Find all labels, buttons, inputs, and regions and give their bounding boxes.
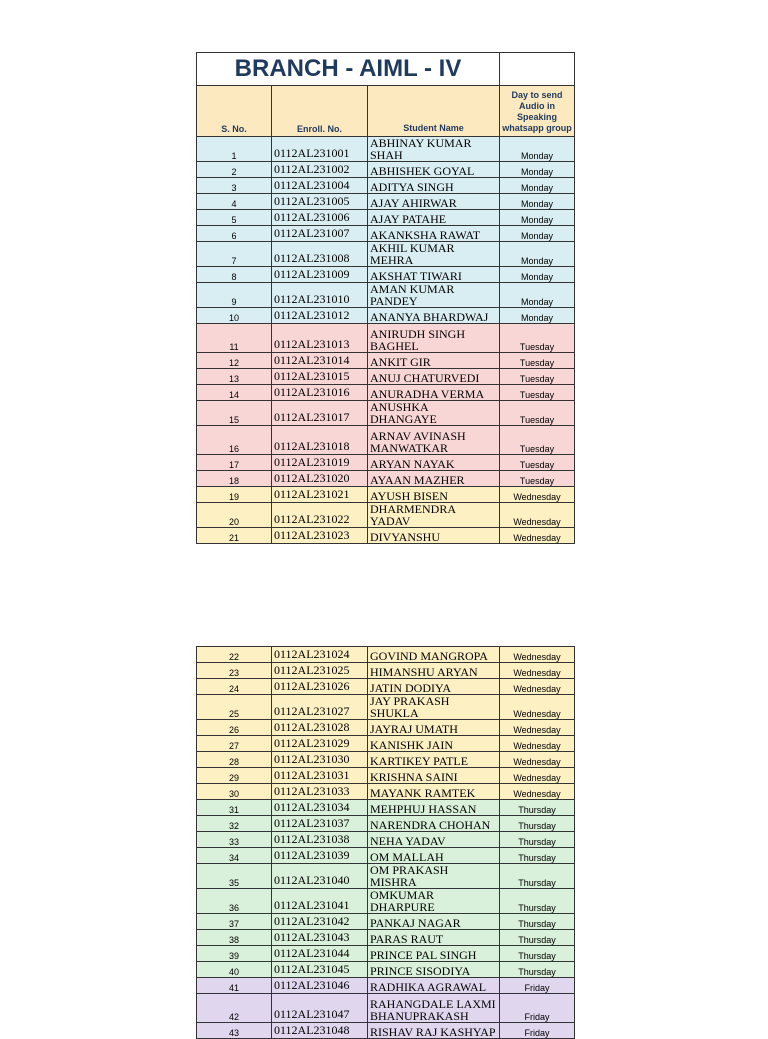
row-name: PARAS RAUT [368,930,500,946]
table-row [197,369,575,385]
row-name: KRISHNA SAINI [368,768,500,784]
row-day: Friday [500,994,575,1023]
row-name: JAY PRAKASH SHUKLA [368,695,500,720]
row-day: Thursday [500,800,575,816]
row-enroll: 0112AL231030 [272,752,368,768]
table-row [197,889,575,914]
row-day: Tuesday [500,455,575,471]
row-enroll: 0112AL231016 [272,385,368,401]
row-sno: 38 [197,930,272,946]
row-sno: 22 [197,647,272,663]
row-sno: 42 [197,994,272,1023]
table-row [197,308,575,324]
row-sno: 35 [197,864,272,889]
header-sno: S. No. [197,86,272,137]
row-enroll: 0112AL231020 [272,471,368,487]
row-sno: 40 [197,962,272,978]
row-name: PRINCE SISODIYA [368,962,500,978]
row-name: ABHINAY KUMAR SHAH [368,137,500,162]
row-name: ANANYA BHARDWAJ [368,308,500,324]
row-name: RISHAV RAJ KASHYAP [368,1023,500,1039]
row-day: Wednesday [500,647,575,663]
table-row [197,930,575,946]
row-enroll: 0112AL231018 [272,426,368,455]
row-sno: 30 [197,784,272,800]
row-day: Friday [500,978,575,994]
row-day: Wednesday [500,663,575,679]
row-name: ANUSHKA DHANGAYE [368,401,500,426]
title-row [197,53,575,86]
row-enroll: 0112AL231033 [272,784,368,800]
row-enroll: 0112AL231009 [272,267,368,283]
row-enroll: 0112AL231024 [272,647,368,663]
row-enroll: 0112AL231013 [272,324,368,353]
row-name: DIVYANSHU [368,528,500,544]
row-enroll: 0112AL231038 [272,832,368,848]
row-sno: 10 [197,308,272,324]
row-enroll: 0112AL231005 [272,194,368,210]
row-day: Monday [500,308,575,324]
row-day: Wednesday [500,528,575,544]
row-sno: 1 [197,137,272,162]
table-row [197,736,575,752]
row-sno: 18 [197,471,272,487]
row-name: PRINCE PAL SINGH [368,946,500,962]
row-day: Tuesday [500,385,575,401]
row-day: Tuesday [500,353,575,369]
branch-title: BRANCH - AIML - IV [197,53,500,86]
row-sno: 9 [197,283,272,308]
table-row [197,784,575,800]
row-day: Tuesday [500,324,575,353]
student-table-page-2 [196,646,575,1039]
row-sno: 20 [197,503,272,528]
row-sno: 29 [197,768,272,784]
row-name: MAYANK RAMTEK [368,784,500,800]
row-sno: 11 [197,324,272,353]
row-enroll: 0112AL231014 [272,353,368,369]
row-name: OM PRAKASH MISHRA [368,864,500,889]
row-sno: 15 [197,401,272,426]
table-row [197,1023,575,1039]
row-enroll: 0112AL231046 [272,978,368,994]
table-row [197,962,575,978]
row-name: RAHANGDALE LAXMI BHANUPRAKASH [368,994,500,1023]
table-row [197,487,575,503]
row-sno: 23 [197,663,272,679]
row-name: KANISHK JAIN [368,736,500,752]
row-name: AKANKSHA RAWAT [368,226,500,242]
table-row [197,226,575,242]
row-enroll: 0112AL231010 [272,283,368,308]
row-day: Wednesday [500,503,575,528]
row-sno: 26 [197,720,272,736]
row-day: Monday [500,178,575,194]
row-sno: 17 [197,455,272,471]
table-row [197,816,575,832]
row-day: Wednesday [500,752,575,768]
row-sno: 16 [197,426,272,455]
row-enroll: 0112AL231041 [272,889,368,914]
table-row [197,914,575,930]
row-name: AKSHAT TIWARI [368,267,500,283]
row-sno: 3 [197,178,272,194]
row-name: ANURADHA VERMA [368,385,500,401]
row-sno: 31 [197,800,272,816]
row-enroll: 0112AL231007 [272,226,368,242]
row-day: Thursday [500,816,575,832]
table-row [197,679,575,695]
row-sno: 7 [197,242,272,267]
row-day: Monday [500,162,575,178]
row-name: DHARMENDRA YADAV [368,503,500,528]
header-day: Day to send Audio in Speaking whatsapp group [500,86,575,137]
row-enroll: 0112AL231043 [272,930,368,946]
row-day: Tuesday [500,471,575,487]
table-row [197,178,575,194]
row-enroll: 0112AL231004 [272,178,368,194]
table-row [197,162,575,178]
header-row [197,86,575,137]
row-sno: 19 [197,487,272,503]
row-sno: 14 [197,385,272,401]
table-row [197,994,575,1023]
row-sno: 2 [197,162,272,178]
row-name: OM MALLAH [368,848,500,864]
row-name: ADITYA SINGH [368,178,500,194]
row-day: Friday [500,1023,575,1039]
row-name: AJAY PATAHE [368,210,500,226]
row-enroll: 0112AL231034 [272,800,368,816]
row-enroll: 0112AL231017 [272,401,368,426]
table-row [197,768,575,784]
row-enroll: 0112AL231023 [272,528,368,544]
row-day: Thursday [500,832,575,848]
row-name: NEHA YADAV [368,832,500,848]
row-name: ABHISHEK GOYAL [368,162,500,178]
row-day: Monday [500,267,575,283]
row-enroll: 0112AL231048 [272,1023,368,1039]
row-name: AYAAN MAZHER [368,471,500,487]
row-day: Thursday [500,889,575,914]
row-day: Monday [500,194,575,210]
row-day: Wednesday [500,736,575,752]
row-day: Wednesday [500,679,575,695]
row-name: MEHPHUJ HASSAN [368,800,500,816]
table-row [197,503,575,528]
row-day: Tuesday [500,426,575,455]
row-name: ANKIT GIR [368,353,500,369]
row-sno: 21 [197,528,272,544]
row-enroll: 0112AL231047 [272,994,368,1023]
row-name: JATIN DODIYA [368,679,500,695]
table-row [197,242,575,267]
row-day: Monday [500,283,575,308]
row-name: AKHIL KUMAR MEHRA [368,242,500,267]
row-day: Wednesday [500,487,575,503]
table-row [197,353,575,369]
row-sno: 37 [197,914,272,930]
row-enroll: 0112AL231012 [272,308,368,324]
row-enroll: 0112AL231019 [272,455,368,471]
table-row [197,752,575,768]
table-row [197,848,575,864]
student-table-page-1 [196,52,575,544]
table-row [197,832,575,848]
row-enroll: 0112AL231037 [272,816,368,832]
row-enroll: 0112AL231006 [272,210,368,226]
row-sno: 43 [197,1023,272,1039]
row-sno: 4 [197,194,272,210]
table-row [197,283,575,308]
row-sno: 25 [197,695,272,720]
row-name: OMKUMAR DHARPURE [368,889,500,914]
title-empty-cell [500,53,575,86]
row-day: Wednesday [500,784,575,800]
table-row [197,864,575,889]
row-enroll: 0112AL231045 [272,962,368,978]
row-day: Thursday [500,848,575,864]
table-row [197,455,575,471]
row-enroll: 0112AL231022 [272,503,368,528]
row-sno: 24 [197,679,272,695]
row-sno: 32 [197,816,272,832]
row-sno: 28 [197,752,272,768]
row-enroll: 0112AL231026 [272,679,368,695]
table-row [197,978,575,994]
table-row [197,695,575,720]
row-day: Monday [500,226,575,242]
row-name: AJAY AHIRWAR [368,194,500,210]
table-row [197,194,575,210]
row-enroll: 0112AL231015 [272,369,368,385]
row-sno: 12 [197,353,272,369]
row-sno: 13 [197,369,272,385]
row-day: Wednesday [500,695,575,720]
row-enroll: 0112AL231029 [272,736,368,752]
header-name: Student Name [368,86,500,137]
table-row [197,426,575,455]
table-row [197,324,575,353]
table-row [197,401,575,426]
row-enroll: 0112AL231042 [272,914,368,930]
row-day: Thursday [500,930,575,946]
row-sno: 5 [197,210,272,226]
header-enroll: Enroll. No. [272,86,368,137]
row-name: ANUJ CHATURVEDI [368,369,500,385]
table-row [197,647,575,663]
row-sno: 6 [197,226,272,242]
row-day: Thursday [500,962,575,978]
row-name: KARTIKEY PATLE [368,752,500,768]
row-enroll: 0112AL231044 [272,946,368,962]
row-name: AMAN KUMAR PANDEY [368,283,500,308]
row-sno: 39 [197,946,272,962]
row-sno: 27 [197,736,272,752]
row-sno: 36 [197,889,272,914]
row-enroll: 0112AL231008 [272,242,368,267]
row-day: Thursday [500,914,575,930]
row-name: ARYAN NAYAK [368,455,500,471]
row-name: HIMANSHU ARYAN [368,663,500,679]
row-enroll: 0112AL231040 [272,864,368,889]
row-enroll: 0112AL231025 [272,663,368,679]
row-day: Thursday [500,946,575,962]
table-row [197,385,575,401]
row-enroll: 0112AL231027 [272,695,368,720]
table-row [197,528,575,544]
table-row [197,210,575,226]
row-day: Monday [500,210,575,226]
table-row [197,663,575,679]
row-name: JAYRAJ UMATH [368,720,500,736]
table-row [197,267,575,283]
row-name: AYUSH BISEN [368,487,500,503]
table-row [197,471,575,487]
row-day: Monday [500,242,575,267]
table-row [197,800,575,816]
row-day: Monday [500,137,575,162]
row-sno: 8 [197,267,272,283]
table-row [197,946,575,962]
row-day: Thursday [500,864,575,889]
row-day: Wednesday [500,768,575,784]
row-enroll: 0112AL231021 [272,487,368,503]
row-name: RADHIKA AGRAWAL [368,978,500,994]
row-sno: 33 [197,832,272,848]
row-name: ARNAV AVINASH MANWATKAR [368,426,500,455]
row-enroll: 0112AL231039 [272,848,368,864]
row-day: Wednesday [500,720,575,736]
row-enroll: 0112AL231001 [272,137,368,162]
row-enroll: 0112AL231002 [272,162,368,178]
row-name: ANIRUDH SINGH BAGHEL [368,324,500,353]
row-sno: 41 [197,978,272,994]
table-row [197,137,575,162]
row-enroll: 0112AL231028 [272,720,368,736]
row-day: Tuesday [500,401,575,426]
table-row [197,720,575,736]
row-name: GOVIND MANGROPA [368,647,500,663]
row-enroll: 0112AL231031 [272,768,368,784]
row-sno: 34 [197,848,272,864]
row-name: NARENDRA CHOHAN [368,816,500,832]
row-day: Tuesday [500,369,575,385]
row-name: PANKAJ NAGAR [368,914,500,930]
